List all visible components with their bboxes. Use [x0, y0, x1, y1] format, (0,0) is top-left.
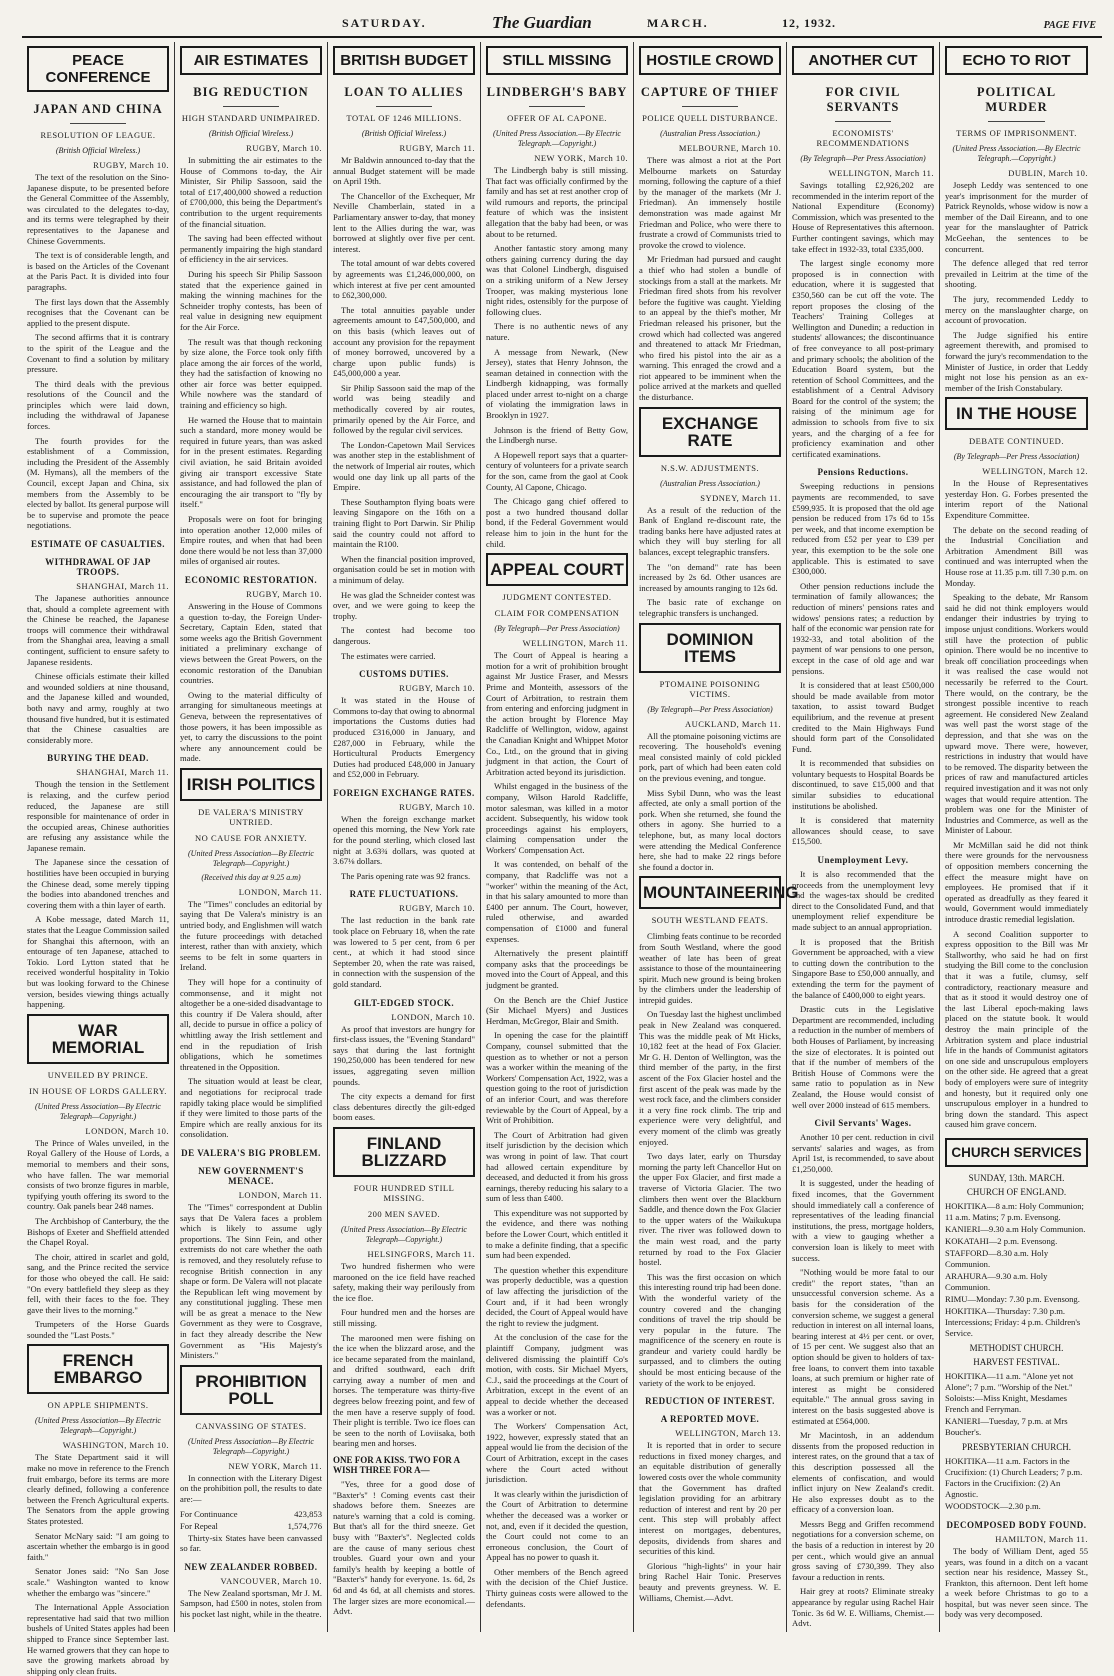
section-heading: WITHDRAWAL OF JAP TROOPS. — [45, 557, 151, 577]
paragraph: The "Times" correspondent at Dublin says that De Valera faces a problem which is likely to assume ugly proportions. The Sinn Fein, and other extremists do not care whether the oath is removed, and they resolutely refuse to recognise British connection in any shape or form. De Valera will not placate the Republican left wing movement by any constitutional juggling. These men will be as great a menace to the New Government as they were to Cosgrave, in fact they already describe the New Government as "His Majesty's Ministers." — [180, 1201, 322, 1361]
paragraph: The second affirms that it is contrary to the spirit of the League and the Covenant to find a solution by military pressure. — [27, 332, 169, 375]
headline-war-memorial: WAR MEMORIAL — [27, 1014, 169, 1064]
dateline: MELBOURNE, March 10. — [678, 143, 781, 153]
headline-finland-blizzard: FINLAND BLIZZARD — [333, 1127, 475, 1177]
paragraph: The choir, attired in scarlet and gold, sang, and the Prince recited the service for those who obeyed the call. He said: "On every battlefield they sleep as they fell, with their faces to the foe. They gave their lives to the morning." — [27, 1251, 169, 1315]
advert-text: "Yes, three for a good dose of "Baxter's" ! Coming events cast their shadows before them. Sneezes are nature's warning that a cold is coming. But that's all for the third sneeze. Get busy with "Baxter's". Neglected colds are the cause of many serious chest troubles. Guard your own and your family's health by keeping a bottle of "Baxter's" handy for everyone. 1s. 6d, 2s 6d and 4s 6d, at all chemists and stores. The larger sizes are more economical.—Advt. — [333, 1479, 475, 1617]
paragraph: It is recommended that subsidies on voluntary bequests to Hospital Boards be discontinued, to save £15,000 and that similar subsidies to educational institutions be abolished. — [792, 758, 934, 811]
paragraph: A Hopewell report says that a quarter-century of volunteers for a private search for the son, came from the gaol at Cook County, Al Capone, Chicago. — [486, 449, 628, 492]
paragraph: The London-Capetown Mail Services was another step in the establishment of the network of Imperial air routes, which would one day link up all parts of the Empire. — [333, 439, 475, 493]
dateline: WELLINGTON, March 13. — [675, 1428, 781, 1439]
headline-french-embargo: FRENCH EMBARGO — [27, 1344, 169, 1394]
section-heading: REDUCTION OF INTEREST. — [645, 1396, 775, 1407]
paragraph: The contest had become too dangerous. — [333, 625, 475, 646]
service-entry: STAFFORD—8.30 a.m. Holy Communion. — [945, 1247, 1049, 1269]
dateline: WELLINGTON, March 12. — [982, 466, 1088, 477]
paragraph: Whilst engaged in the business of the company, Wilson Harold Radcliffe, motor salesman, was killed in a motor accident. Subsequently, his widow took proceedings against his employers, claiming compensation under the Workers' Compensation Act. — [486, 781, 628, 855]
subhead: POLITICAL MURDER — [976, 85, 1057, 114]
section-heading: Civil Servants' Wages. — [814, 1118, 912, 1129]
subhead: LOAN TO ALLIES — [344, 85, 464, 99]
paragraph: A message from Newark, (New Jersey), states that Henry Johnson, the seaman detained in connection with the Lindbergh kidnapping, was formally placed under arrest to-night on a charge of violating the immigration laws in Brooklyn in 1927. — [486, 346, 628, 421]
section-heading: GILT-EDGED STOCK. — [353, 997, 455, 1008]
subhead-small: DEBATE CONTINUED. — [969, 436, 1064, 447]
paragraph: The Lindbergh baby is still missing. That fact was officially confirmed by the family and has set at rest another crop of wild rumours and reports, the principal feature of which was the insistent allegation that the baby had been, or was about to be returned. — [486, 165, 628, 239]
paragraph: On Tuesday last the highest unclimbed peak in New Zealand was conquered. This was the middle peak of Mt Hicks, 10,182 feet at the head of Fox Glacier. Mr G. H. Denton of Wellington, was the third member of the party, in the first ascent of the Fox Glacier hostel and the first ascent of the peak was made by the west rock face, and the climbers consider it a very fine rock climb. The trip and experience were very delightful, and every moment of the climb was greatly enjoyed. — [639, 1009, 781, 1147]
dateline: VANCOUVER, March 10. — [220, 1575, 322, 1586]
headline-another-cut: ANOTHER CUT — [792, 46, 934, 75]
paragraph: The Judge signified his entire agreement therewith, and promised to forward the jury's recommendation to the Minister of Justice, in order that Leddy might not lose his pension as an ex-member of the Irish Constabulary. — [945, 329, 1088, 393]
paragraph: The defence alleged that red terror prevailed in Leitrim at the time of the shooting. — [945, 258, 1088, 290]
dateline: NEW YORK, March 11. — [228, 1460, 322, 1471]
paragraph: When the foreign exchange market opened this morning, the New York rate for the pound sterling, which closed last night at 3.63¾ dollars, was quoted at 3.67⅛ dollars. — [333, 813, 475, 867]
subhead-small: N.S.W. ADJUSTMENTS. — [660, 462, 760, 473]
subhead: FOR CIVIL SERVANTS — [825, 85, 901, 114]
section-heading: RATE FLUCTUATIONS. — [349, 889, 459, 900]
paragraph: The city expects a demand for first class debentures directly the gilt-edged boom eases. — [333, 1091, 475, 1123]
paragraph: "Nothing would be more fatal to our credit" the report states, "than an unsuccessful conversion scheme. As a basis for the consideration of the conversion scheme, we suggest a general reduction in interest on all internal loans, bearing interest at 4½ per cent. or over, of 15 per cent. We suggest also that an option should be given to holders of tax-free loans, to convert them into taxable loans, at such premium or higher rate of interest as might be considered equitable." The annual gross saving in interest on the basis suggested above is estimated at £564,000. — [792, 1267, 934, 1426]
paragraph: The result was that though reckoning by size alone, the Force took only fifth place among the air forces of the world, they had the satisfaction of knowing no other air force was better equipped. While nowhere was the standard of training and efficiency so high. — [180, 336, 322, 411]
paragraph: The "on demand" rate has been increased by 2s 6d. Other usances are increased by amounts ranging to 12s 6d. — [639, 561, 781, 593]
headline-prohibition-poll: PROHIBITION POLL — [180, 1365, 322, 1415]
paragraph: Other pension reductions include the termination of family allowances; the reduction of miners' pensions rates and widows' pensions rates; a reduction by half of the economic war pension rate for 1932-33, and total abolition of the payment of war pensions to one person, except in the case of old age and war pensions. — [792, 580, 934, 676]
section-heading: ESTIMATE OF CASUALTIES. — [31, 539, 165, 549]
column-2 — [175, 42, 328, 1632]
service-entry: ARAHURA—9.30 a.m. Holy Communion. — [945, 1270, 1048, 1292]
paragraph: The body of William Dent, aged 55 years, was found in a ditch on a vacant section near his residence, Massey St., Frankton, this afternoon. Dent left home a week before Christmas to go to a hospital, but was never seen since. The body was very decomposed. — [945, 1545, 1088, 1620]
subhead-small: PTOMAINE POISONING VICTIMS. — [659, 678, 761, 699]
dateline: SYDNEY, March 11. — [700, 492, 781, 503]
divider — [70, 123, 127, 124]
credit: (United Press Association.—By Electric Telegraph.—Copyright.) — [952, 144, 1081, 163]
subhead-small: FOUR HUNDRED STILL MISSING. — [353, 1182, 455, 1203]
paragraph: The saving had been effected without permanently impairing the high standard of efficiency in the air services. — [180, 233, 322, 265]
section-heading: DE VALERA'S BIG PROBLEM. — [181, 1147, 321, 1158]
paragraph: Johnson is the friend of Betty Gow, the Lindbergh nurse. — [486, 424, 628, 446]
dateline: RUGBY, March 10. — [93, 160, 169, 170]
paragraph: Two days later, early on Thursday morning the party left Chancellor Hut on the upper Fox Glacier, and first made a traverse of Victoria Glacier. The two climbers then went over the Blackburn Saddle, and thence down the Fox Glacier to the upper waters of the Waikukupa river. The river was followed down to the main west road, and the party returned by road to the Fox Glacier hostel. — [639, 1151, 781, 1268]
credit: (By Telegraph—Per Press Association) — [494, 624, 620, 634]
paragraph: In opening the case for the plaintiff Company, counsel submitted that the question as to whether or not a person was a worker within the meaning of the Workers' Compensation Act, 1922, was a question going to the root of jurisdiction of an inferior Court, and was therefore reviewable by the Court of Appeal, by a Writ of Prohibition. — [486, 1030, 628, 1126]
dateline: WASHINGTON, March 10. — [62, 1440, 169, 1451]
paragraph: The Chancellor of the Exchequer, Mr Neville Chamberlain, stated in a Parliamentary answer to-day, that money lent to the Allies during the war, was borrowed at slightly over five per cent. interest. — [333, 190, 475, 254]
paragraph: He was glad the Schneider contest was over, and we were going to keep the trophy. — [333, 589, 475, 621]
subhead-small: ON APPLE SHIPMENTS. — [47, 1400, 149, 1411]
paragraph: Joseph Leddy was sentenced to one year's imprisonment for the murder of Patrick Reynolds, whose widow is now a member of the Dail Eireann, and to one year for the manslaughter of Patrick McGeehan, the sentences to be concurrent. — [945, 180, 1088, 254]
dateline: SHANGHAI, March 11. — [76, 767, 169, 778]
poll-row — [180, 1521, 322, 1532]
paragraph: There is no authentic news of any nature. — [486, 321, 628, 342]
dateline: LONDON, March 11. — [238, 1189, 322, 1200]
advert-title: ONE FOR A KISS. TWO FOR A WISH THREE FOR A— — [333, 1455, 460, 1476]
column-6 — [787, 42, 940, 1632]
paragraph: The International Apple Association representative had said that two million bushels of United States apples had been shipped to France since September last. He warned growers that they can hope to save the growing markets abroad by shipping only clean fruits. — [27, 1602, 169, 1676]
service-entry: HOKITIKA—Thursday: 7.30 p.m. Intercessions; Friday: 4 p.m. Children's Service. — [945, 1305, 1081, 1338]
paragraph: On the Bench are the Chief Justice (Sir Michael Myers) and Justices Herdman, McGregor, Blair and Smith. — [486, 994, 628, 1026]
paragraph: The fourth provides for the establishment of a Commission, including the President of the Assembly (M. Hymans), all the members of the Council, except Japan and China, six members from the Assembly to be elected by ballot. Its general purpose will be to supervise and promote the peace negotiations. — [27, 435, 169, 531]
poll-value: 1,574,776 — [287, 1520, 322, 1531]
dateline: RUGBY, March 10. — [399, 903, 475, 914]
received-note: (Received this day at 9.25 a.m) — [201, 872, 301, 882]
paragraph: It is suggested, under the heading of fixed incomes, that the Government should immediately call a conference of representatives of the leading financial institutions, the press, mortgage holders, with a view to gauging whether a conversion loan is likely to meet with success. — [792, 1178, 934, 1263]
paragraph: Sir Philip Sassoon said the map of the world was being steadily and methodically covered by air routes, primarily opened by the Air Force, and followed by the regular civil services. — [333, 382, 475, 436]
credit: (United Press Association—By Electric Telegraph—Copyright.) — [188, 848, 314, 868]
dateline: WELLINGTON, March 11. — [828, 168, 934, 178]
paragraph: The "Times" concludes an editorial by saying that De Valera's ministry is an untried body, and Englishmen will watch the future proceedings with detached interest, rather than with anxiety, which seems to be felt in some quarters in Ireland. — [180, 898, 322, 973]
paragraph: When the financial position improved, organisation could be set in motion with a minimum of delay. — [333, 553, 475, 585]
credit: (By Telegraph—Per Press Association) — [953, 452, 1080, 462]
section-heading: NEW GOVERNMENT'S MENACE. — [198, 1165, 304, 1186]
paragraph: As proof that investors are hungry for first-class issues, the "Evening Standard" says that during the last fortnight 190,250,000 has been tendered for new issues, aggregating seven million pounds. — [333, 1023, 475, 1087]
paragraph: It was stated in the House of Commons to-day that owing to abnormal importations the Customs duties had produced £316,000 in January, and £287,000 in February, while the Horticultural Products Emergency Duties had produced £48,000 in January and £52,000 in February. — [333, 695, 475, 780]
subhead-small: CANVASSING OF STATES. — [195, 1420, 307, 1431]
credit: (British Official Wireless.) — [208, 129, 294, 138]
subhead-small: TERMS OF IMPRISONMENT. — [956, 128, 1077, 138]
paragraph: There was almost a riot at the Port Melbourne markets on Saturday morning, following the capture of a thief by the manager of the markets (Mr J. Friedman). An immensely hostile demonstration was made against Mr Friedman and Police, who were there to frustrate a crowd of Communists tried to provoke the crowd to violence. — [639, 155, 781, 250]
service-entry: HOKITIKA—8 a.m: Holy Communion; 11 a.m. Matins; 7 p.m. Evensong. — [945, 1200, 1084, 1222]
paragraph: Proposals were on foot for bringing into operation another 12,000 miles of Empire routes, and when that had been done there would be not less than 37,000 miles of organised air routes. — [180, 514, 322, 567]
dateline: DUBLIN, March 10. — [1008, 168, 1088, 178]
paragraph: It was clearly within the jurisdiction of the Court of Arbitration to determine whether the deceased was a worker or not, and, even if it decided the question, the Court could not come to an erroneous conclusion, the Court of Appeal has no power to quash it. — [486, 1488, 628, 1563]
service-entry: WOODSTOCK—2.30 p.m. — [945, 1500, 1041, 1511]
headline-exchange-rate: EXCHANGE RATE — [639, 407, 781, 457]
paragraph: The Court of Appeal is hearing a motion for a writ of prohibition brought against Mr Justice Fraser, and Messrs Prime and Monteith, assessors of the Court of Arbitration, to restrain them from entering and enforcing judgment in the action brought by Florence May Radcliffe of Wellington, widow, against the Canadian Knight and Whippet Motor Co., Ltd., on the ground that in giving judgment in that action, the Court of Arbitration acted beyond its jurisdiction. — [486, 650, 628, 777]
masthead-month: MARCH. — [647, 16, 709, 30]
dateline: LONDON, March 10. — [391, 1011, 475, 1022]
subhead-small: NO CAUSE FOR ANXIETY. — [195, 832, 307, 843]
column-5 — [634, 42, 799, 1632]
headline-british-budget: BRITISH BUDGET — [333, 46, 475, 75]
paragraph: In the House of Representatives yesterday Hon. G. Forbes presented the interim report of the National Expenditure Committee. — [945, 478, 1088, 521]
credit: (United Press Association.—By Electric Telegraph.—Copyright.) — [493, 129, 621, 148]
paragraph: The Workers' Compensation Act, 1922, however, expressly stated that an appeal would lie from the decision of the Court of Arbitration, except in the cases where the Court acted without jurisdiction. — [486, 1421, 628, 1485]
paragraph: At the conclusion of the case for the plaintiff Company, judgment was delivered dismissing the plaintiff Co's motion, with costs. Sir Michael Myers, C.J., said the proceedings at the Court of Arbitration, except in the event of an appeal to decide whether the deceased was a worker or not. — [486, 1332, 628, 1417]
paragraph: Drastic cuts in the Legislative Department are recommended, including a reduction in the number of members of both Houses of Parliament, by increasing the size of electorates. It is pointed out that if the number of members of the British House of Commons were the same ratio to population as in New Zealand, the House would consist of well over 2000 instead of 615 members. — [792, 1004, 934, 1110]
paragraph: A second Coalition supporter to express opposition to the Bill was Mr Stallworthy, who said he had on first studying the Bill come to the conclusion that it was a futile, clumsy, self contradictory, reactionary measure and that as it stood it would destroy one of the last Liberal epoch-making laws placed on the statute book. It would destroy the main principle of the Arbitration system and place industrial life in the hands of Communist agitators on one side and unscrupulous employers on the other side. He agreed that a great body of employers were sure of integrity and honesty, but it required only one unscrupulous employer in a hundred to bring down the standard. This aspect caused him grave concern. — [945, 928, 1088, 1130]
headline-air-estimates: AIR ESTIMATES — [180, 46, 322, 75]
paragraph: It is also recommended that the proceeds from the unemployment levy and the wages-tax should be credited direct to the Consolidated Fund, and that unemployment relief expenditure be made subject to an annual appropriation. — [792, 869, 934, 932]
headline-appeal-court: APPEAL COURT — [486, 553, 628, 586]
paragraph: The Court of Arbitration had given itself jurisdiction by the decision which was wrong in point of law. That court had allowed certain expenditure by deceased, and deducted it from his gross earnings, thereby reducing his salary to a sum of less than £400. — [486, 1129, 628, 1204]
paragraph: Mr Baldwin announced to-day that the annual Budget statement will be made on April 19th. — [333, 155, 475, 187]
subhead-small: SOUTH WESTLAND FEATS. — [651, 915, 769, 926]
headline-irish-politics: IRISH POLITICS — [180, 768, 322, 801]
paragraph: It is considered that at least £500,000 should be made available from motor taxation, to assist toward Budget equilibrium, and the revenue at present credited to the Main Highways Fund should form part of the Consolidated Fund. — [792, 680, 934, 754]
subhead-small: ECONOMISTS' RECOMMENDATIONS — [816, 128, 910, 148]
service-entry: KANIERI—Tuesday, 7 p.m. at Mrs Boucher's. — [945, 1415, 1068, 1437]
masthead-date: 12, 1932. — [782, 16, 836, 30]
dateline: LONDON, March 11. — [238, 886, 322, 897]
subhead-small: OFFER OF AL CAPONE. — [507, 113, 607, 123]
columns — [22, 42, 1102, 1676]
paragraph: Owing to the material difficulty of arranging for simultaneous meetings at Geneva, between the representatives of those powers, it has been impossible as yet, to carry the discussions to the point where any announcement could be made. — [180, 689, 322, 764]
credit: (United Press Association—By Electric Telegraph—Copyright.) — [188, 1436, 314, 1456]
paragraph: Answering in the House of Commons a question to-day, the Foreign Under-Secretary, Captain Eden, stated that some weeks ago the British Government initiated a preliminary exchange of views between the Great Powers, on the economic restoration of the Danubian countries. — [180, 600, 322, 686]
dateline: HAMILTON, March 11. — [995, 1533, 1088, 1544]
paragraph: The total annuities payable under agreements amount to £47,500,000, and on this basis (which leaves out of account any provision for the repayment of money borrowed, uncovered by a charge upon public funds) is £45,000,000 a year. — [333, 304, 475, 379]
church-services-box: CHURCH SERVICES — [945, 1138, 1088, 1167]
paragraph: He warned the House that to maintain such a standard, more money would be required in future years, than was asked for in the present estimates. Regarding civil aviation, he said Britain avoided giving air transport excessive State assistance, and had followed the plan of encouraging the air transport to "fly by itself." — [180, 414, 322, 510]
dateline: WELLINGTON, March 11. — [522, 638, 628, 649]
poll-label: For Continuance — [180, 1508, 238, 1519]
divider — [988, 121, 1045, 122]
masthead — [22, 4, 1102, 38]
section-heading: DECOMPOSED BODY FOUND. — [946, 1519, 1087, 1530]
paragraph: Sweeping reductions in pensions payments are recommended, to save £599,935. It is proposed that the old age pension be reduced from 17s 6d to 15s per week, and that income exemption be reduced from £52 per year to £39 per year, this exemption to be the sole one applicable. This is estimated to save £300,000. — [792, 481, 934, 577]
paragraph: Mr Friedman had pursued and caught a thief who had stolen a bundle of stockings from a stall at the markets. Mr Friedman fired shots from his revolver before the fugitive was caught. Yielding to an appeal by the thief's mother, Mr Friedman released his prisoner, but the crowd which had collected was angered and threatened to attack Mr Friedman, who fired his pistol into the air as a warning. This enraged the crowd and a riot appeared to be imminent when the police arrived at the markets and quelled the disturbance. — [639, 254, 781, 403]
paragraph: The Prince of Wales unveiled, in the Royal Gallery of the House of Lords, a memorial to members and their sons, who have fallen. The war memorial consists of two bronze figures in marble, typifying youth offering its sword to the country. Oak panels bear 248 names. — [27, 1137, 169, 1212]
paragraph: Chinese officials estimate their killed and wounded soldiers at nine thousand, and the Japanese killed and wounded, both navy and army, roughly at two thousand five hundred, but it is estimated that the Chinese casualties are considerably more. — [27, 671, 170, 745]
paragraph: Trumpeters of the Horse Guards sounded the "Last Posts." — [27, 1319, 169, 1340]
subhead-small: 200 MEN SAVED. — [367, 1208, 441, 1219]
paragraph: The marooned men were fishing on the ice when the blizzard arose, and the ice became separated from the mainland, and drifted southward, each drift carrying away a number of men and horses. The temperature was thirty-five degrees below freezing point, and few of the men have a reserve supply of food. Their plight is terrible. Two ice floes can be seen to the north of Loviisaka, both bearing men and horses. — [333, 1332, 475, 1449]
section-heading: CUSTOMS DUTIES. — [359, 669, 449, 680]
credit: (British Official Wireless.) — [361, 129, 447, 138]
denomination-heading: CHURCH OF ENGLAND. — [966, 1186, 1067, 1197]
subhead-small: TOTAL OF 1246 MILLIONS. — [346, 113, 462, 123]
poll-value: 423,853 — [294, 1508, 322, 1519]
dateline: SHANGHAI, March 11. — [76, 581, 169, 591]
dateline: LONDON, March 10. — [85, 1125, 169, 1136]
section-heading: Unemployment Levy. — [817, 855, 909, 866]
dateline: RUGBY, March 11. — [399, 143, 475, 153]
paragraph: During his speech Sir Philip Sassoon stated that the experience gained in making the winning machines for the Schneider trophy contests, has been of real value in designing new equipment for the Air Force. — [180, 268, 322, 332]
masthead-title: The Guardian — [492, 13, 592, 32]
poll-row — [180, 1509, 322, 1520]
paragraph: It is proposed that the British Government be approached, with a view to cutting down the contribution to the Singapore Base to £50,000 annually, and extending the term for the payment of the balance of £400,000 to eight years. — [792, 936, 934, 1000]
subhead-small: IN HOUSE OF LORDS GALLERY. — [29, 1085, 167, 1096]
column-3 — [328, 42, 481, 1632]
paragraph: In connection with the Literary Digest on the prohibition poll, the results to date are:— — [180, 1472, 322, 1505]
dateline: RUGBY, March 10. — [399, 683, 475, 694]
credit: (United Press Association—By Electric Telegraph—Copyright.) — [35, 1101, 161, 1121]
paragraph: The text of the resolution on the Sino-Japanese dispute, to be presented before the General Committee of the Assembly, was circulated to the delegates to-day, and its terms were telegraphed by their representatives to the Japanese and Chinese Governments. — [27, 172, 169, 246]
paragraph: Alternatively the present plaintiff company asks that the proceedings be moved into the Court of Appeal, and this judgment be granted. — [486, 948, 628, 990]
paragraph: Climbing feats continue to be recorded from South Westland, where the good weather of late has been of great assistance to those of the mountaineering spirit. Much new ground is being broken by the climbers under the leadership of intrepid guides. — [639, 931, 781, 1005]
services-date: SUNDAY, 13th. MARCH. — [968, 1172, 1065, 1183]
paragraph: Senator Jones said: "No San Jose scale." Washington wanted to know whether the embargo was "sincere." — [27, 1566, 169, 1598]
denomination-subheading: HARVEST FESTIVAL. — [973, 1356, 1060, 1367]
service-entry: HOKITIKA—11 a.m. "Alone yet not Alone"; 7 p.m. "Worship of the Net." Soloists:—Miss Knight, Mesdames French and Ferryman. — [945, 1370, 1074, 1414]
paragraph: All the ptomaine poisoning victims are recovering. The household's evening meal consisted mainly of cold pickled pork, part of which had been eaten cold on the previous evening, and tongue. — [639, 730, 781, 783]
section-heading: FOREIGN EXCHANGE RATES. — [333, 787, 475, 798]
paragraph: The largest single economy more proposed is in connection with education, where it is suggested that £350,560 can be cut off the vote. The report proposes the closing of the Teachers' Training Colleges at Wellington and Dunedin; a reduction in students' allowances; the discontinuance of free conveyance to all post-primary and primary schools; the abolition of the Education Board system, but the retention of School Committees, and the establishment of a Central Advisory Board for the control of the system; the raising of the minimum age for admission to schools from five to six years, and the charging of a fee for proficiency examination and other certificated examinations. — [792, 258, 934, 459]
headline-in-the-house: IN THE HOUSE — [945, 397, 1088, 430]
paragraph: As a result of the reduction of the Bank of England re-discount rate, the trading banks here have adjusted rates at which they will buy sterling for all balances, except telegraphic transfers. — [639, 504, 781, 558]
paragraph: The jury, recommended Leddy to mercy on the manslaughter charge, on account of provocation. — [945, 293, 1088, 326]
paragraph: Mr McMillan said he did not think there were grounds for the nervousness of opposition members concerning the effect the measure might have on employees. He promised that if it operated as dreadfully as they feared it would, Government would immediately introduce drastic remedial legislation. — [945, 839, 1088, 925]
credit: (By Telegraph—Per Press Association) — [647, 704, 773, 714]
paragraph: The last reduction in the bank rate took place on February 18, when the rate was lowered to 5 per cent, from 6 per cent., at which it had stood since September 20, when the rate was raised, in connection with the suspension of the gold standard. — [333, 915, 475, 989]
dateline: AUCKLAND, March 11. — [684, 718, 781, 729]
paragraph: Two hundred fishermen who were marooned on the ice field have reached safety, making their way perilously from the ice floe. — [333, 1260, 475, 1303]
paragraph: The third deals with the previous resolutions of the Council and the principles which were laid down, including the withdrawal of Japanese forces. — [27, 378, 169, 432]
paragraph: The State Department said it will make no move in reference to the French fruit embargo, before its terms are more clearly defined, following a conference between the French Agricultural experts. The Senators from the apple growing States protested. — [27, 1452, 169, 1527]
paragraph: The first lays down that the Assembly recognises that the Covenant can be applied to the present dispute. — [27, 296, 169, 328]
paragraph: Other members of the Bench agreed with the decision of the Chief Justice. Thirty guineas costs were allowed to the defendants. — [486, 1566, 628, 1609]
column-1 — [22, 42, 175, 1676]
section-heading: NEW ZEALANDER ROBBED. — [184, 1561, 318, 1572]
section-heading: A REPORTED MOVE. — [660, 1414, 760, 1425]
advert-text: Hair grey at roots? Eliminate streaky appearance by regular using Rachel Hair Tonic. 3s 6d W. E. Williams, Chemist.—Advt. — [792, 1586, 934, 1629]
paragraph: It is considered that maternity allowances should cease, to save £15,500. — [792, 815, 934, 847]
credit: (Australian Press Association.) — [660, 478, 760, 488]
paragraph: Another fantastic story among many others gaining currency during the day was that Colonel Lindbergh, disguised on a striking uniform of a New Jersey Trooper, was making mysterious lone night rides, ostensibly for the purpose of following clues. — [486, 243, 628, 317]
headline-peace-conference: PEACE CONFERENCE — [27, 46, 169, 92]
divider — [835, 121, 892, 122]
paragraph: The Japanese since the cessation of hostilities have been occupied in burying the Chinese dead, some merely tipping the bodies into abandoned trenches and covering them with a thin layer of earth. — [27, 857, 169, 910]
paragraph: In submitting the air estimates to the House of Commons to-day, the Air Minister, Sir Philip Sassoon, said the total of £17,400,000 showed a reduction of £700,000, this being the Department's contribution to the urgent requirements of the financial situation. — [180, 155, 322, 229]
paragraph: A Kobe message, dated March 11, states that the League Commission sailed for Shanghai this afternoon, with an entourage of ten Japanese, attached to Tokio. Lord Lytton stated that he received wonderful hospitality in Tokio but was looking forward to the Chinese version, besides viewing things actually happening. — [27, 914, 170, 1010]
section-heading: BURYING THE DEAD. — [47, 753, 149, 764]
subhead-small: POLICE QUELL DISTURBANCE. — [642, 113, 778, 123]
paragraph: The Japanese authorities announce that, should a complete agreement with the Chinese be reached, the Japanese troops will commence their withdrawal from the Shanghai area, leaving a small contingent, sufficient to ensure safety to Japanese residents. — [27, 593, 169, 667]
paragraph: The Chicago gang chief offered to post a two hundred thousand dollar bond, if the Federal Government would release him to join in the hunt for the child. — [486, 496, 628, 549]
paragraph: Miss Sybil Dunn, who was the least affected, ate only a small portion of the pork. When she returned, she found the others in agony. She hurried to a telephone, but, as many local doctors were attending the Medical Conference here, she had to make 22 rings before she found a doctor in. — [639, 787, 781, 872]
headline-echo-to-riot: ECHO TO RIOT — [945, 46, 1088, 75]
paragraph: Though the tension in the Settlement is relaxing, and the curfew period reduced, the Japanese are still responsible for maintenance of order in the occupied areas, Chinese authorities are refusing any assistance while the Japanese remain. — [27, 779, 169, 853]
paragraph: This expenditure was not supported by the evidence, and there was nothing before the Lower Court, which entitled it to make a definite finding, that a specific sum had been expended. — [486, 1207, 628, 1261]
service-entry: KANIERI—9.30 a.m Holy Communion. — [945, 1223, 1086, 1234]
paragraph: The debate on the second reading of the Industrial Conciliation and Arbitration Amendment Bill was continued and was interrupted when the House rose at 11.35 p.m. till 7.30 p.m. on Monday. — [945, 524, 1088, 588]
headline-mountaineering: MOUNTAINEERING — [639, 876, 781, 909]
dateline: RUGBY, March 10. — [246, 588, 322, 599]
paragraph: The New Zealand sportsman, Mr J. M. Sampson, had £500 in notes, stolen from his pocket last night, while in the theatre. — [180, 1587, 322, 1619]
poll-label: For Repeal — [180, 1520, 218, 1531]
paragraph: This was the first occasion on which this interesting round trip had been done. With the wonderful variety of the country covered and the changing conditions of travel the trip should be very popular in the future. The magnificence of the scenery en route is grandeur and variety could hardly be surpassed, and to climbers the outing should be most enticing because of the variety of the work to be enjoyed. — [639, 1271, 781, 1388]
column-4 — [481, 42, 634, 1632]
divider — [376, 106, 433, 107]
subhead-small: RESOLUTION OF LEAGUE. — [40, 130, 156, 140]
paragraph: Senator McNary said: "I am going to ascertain whether the embargo is in good faith." — [27, 1530, 169, 1562]
paragraph: Savings totalling £2,926,202 are recommended in the interim report of the National Expenditure (Economy) Commission, which was presented to the House of Representatives this afternoon. Further contingent savings, which may take effect in 1932-33, total £335,000. — [792, 180, 934, 254]
subhead-small: CLAIM FOR COMPENSATION — [494, 608, 620, 619]
headline-hostile-crowd: HOSTILE CROWD — [639, 46, 781, 75]
paragraph: Mr Macintosh, in an addendum dissents from the proposed reduction in interest rates, on the ground that a tax of this description possessed all the elements of confiscation, and would inflict injury on New Zealand's credit. He also expresses doubt as to the efficacy of a conversion loan. — [792, 1430, 934, 1515]
headline-dominion-items: DOMINION ITEMS — [639, 623, 781, 673]
denomination-heading: METHODIST CHURCH. — [969, 1342, 1064, 1353]
advert-text: Glorious "high-lights" in your hair bring Rachel Hair Tonic. Preserves beauty and prevents greyness. W. E. Williams, Chemist.—Advt. — [639, 1560, 781, 1603]
headline-still-missing: STILL MISSING — [486, 46, 628, 75]
paragraph: The question whether this expenditure was properly deductible, was a question of law affecting the jurisdiction of the Court and, if it had been wrongly decided, the Court of Appeal would have the right to review the judgment. — [486, 1264, 628, 1328]
dateline: NEW YORK, March 10. — [534, 153, 628, 163]
section-heading: Pensions Reductions. — [817, 467, 909, 478]
paragraph: Thirty-six States have been canvassed so far. — [180, 1532, 322, 1554]
service-entry: KOKATAHI—2 p.m. Evensong. — [945, 1235, 1058, 1246]
subhead-small: HIGH STANDARD UNIMPAIRED. — [181, 113, 321, 123]
credit: (Australian Press Association.) — [660, 129, 760, 138]
subhead: CAPTURE OF THIEF — [640, 85, 780, 99]
subhead: LINDBERGH'S BABY — [486, 85, 628, 99]
paragraph: It is reported that in order to secure reductions in fixed money charges, and an equitable distribution of generally lowered costs over the whole community that the Government has drafted legislation providing for an arbitrary reduction of interest and rent by 20 per cent. This step will probably affect interest on mortgages, debentures, deposits, dividends from shares and securities of this kind. — [639, 1440, 781, 1557]
divider — [682, 106, 739, 107]
subhead: JAPAN AND CHINA — [33, 102, 163, 116]
column-7 — [940, 42, 1093, 1632]
subhead-small: UNVEILED BY PRINCE. — [47, 1069, 149, 1080]
paragraph: Another 10 per cent. reduction in civil servants' salaries and wages, as from April 1st, is recommended, to save about £1,250,000. — [792, 1132, 934, 1174]
credit: (British Official Wireless.) — [55, 146, 141, 155]
service-entry: HOKITIKA—11 a.m. Factors in the Crucifixion: (1) Church Leaders; 7 p.m. Factors in the Crucifixion: (2) An Agnostic. — [945, 1455, 1083, 1499]
subhead-small: JUDGMENT CONTESTED. — [502, 592, 612, 603]
subhead: BIG REDUCTION — [193, 85, 309, 99]
dateline: RUGBY, March 10. — [399, 801, 475, 812]
masthead-day: SATURDAY. — [342, 16, 427, 30]
dateline: RUGBY, March 10. — [246, 143, 322, 153]
paragraph: Speaking to the debate, Mr Ransom said he did not think employers would endanger their industries by trying to impose unjust conditions. Workers would still have the protection of public opinion. There would be no incentive to break off conciliation proceedings when it was realised the case would not necessarily be referred to the Court. There would, on the contrary, be the strongest possible incentive to reach agreement. He considered New Zealand was well past the worst stage of the depression, and that she was on the upward move. There were, however, restrictions in industry that would have to be removed. The disparity between the prices of raw and manufactured articles required investigation and it was not only wages that would require attention. The problem was one for the Minister of Industries and Commerce, as well as the Minister of Labour. — [945, 592, 1088, 836]
masthead-page-number: PAGE FIVE — [1043, 20, 1096, 31]
paragraph: The estimates were carried. — [341, 650, 436, 661]
dateline: HELSINGFORS, March 11. — [367, 1248, 475, 1259]
credit: (United Press Association—By Electric Telegraph—Copyright.) — [341, 1224, 467, 1244]
section-heading: ECONOMIC RESTORATION. — [184, 574, 318, 585]
paragraph: The text is of considerable length, and is based on the Articles of the Covenant at the Paris Pact. It is divided into four paragraphs. — [27, 250, 169, 292]
credit: (United Press Association—By Electric Telegraph—Copyright.) — [35, 1416, 161, 1436]
paragraph: The basic rate of exchange on telegraphic transfers is unchanged. — [639, 597, 781, 618]
paragraph: It was contended, on behalf of the company, that Radcliffe was not a "worker" within the meaning of the Act, in that his salary amounted to more than £400 per annum. The Court, however, ruled otherwise, and awarded compensation of £1000 and funeral expenses. — [486, 859, 628, 944]
paragraph: The Paris opening rate was 92 francs. — [341, 870, 471, 881]
paragraph: These Southampton flying boats were leaving Singapore on the 16th on a training flight to Port Darwin. Sir Philip said the country could not afford to maintain the R100. — [333, 496, 475, 550]
paragraph: Four hundred men and the horses are still missing. — [333, 1307, 475, 1328]
paragraph: The situation would at least be clear, and negotiations for reciprocal trade rapidly taking place would be simplified if they were limited to those parts of the Empire which are really anxious for its consolidation. — [180, 1076, 322, 1140]
credit: (By Telegraph—Per Press Association) — [800, 154, 926, 163]
paragraph: They will hope for a continuity of commonsense, and it might not altogether be a one-sided disadvantage to this country if De Valera should, after all, decide to pursue in office a policy of whittling away the Irish settlement and end in the repudiation of Irish obligations, which he sometimes threatened in the Opposition. — [180, 977, 322, 1072]
paragraph: Messrs Begg and Griffen recommend negotiations for a conversion scheme, on the basis of a reduction in interest by 20 per cent., which would give an annual gross saving of £730,399. They also favour a reduction in rents. — [792, 1518, 934, 1582]
divider — [529, 106, 586, 107]
divider — [223, 106, 280, 107]
subhead-small: DE VALERA'S MINISTRY UNTRIED. — [198, 806, 304, 827]
paragraph: The total amount of war debts covered by agreements was £1,246,000,000, on which interest at five per cent amounted to £62,300,000. — [333, 258, 475, 301]
service-entry: RIMU—Monday: 7.30 p.m. Evensong. — [945, 1293, 1080, 1304]
paragraph: The Archbishop of Canterbury, the the Bishops of Exeter and Sheffield attended the Chapel Royal. — [27, 1215, 169, 1248]
denomination-heading: PRESBYTERIAN CHURCH. — [961, 1441, 1071, 1452]
